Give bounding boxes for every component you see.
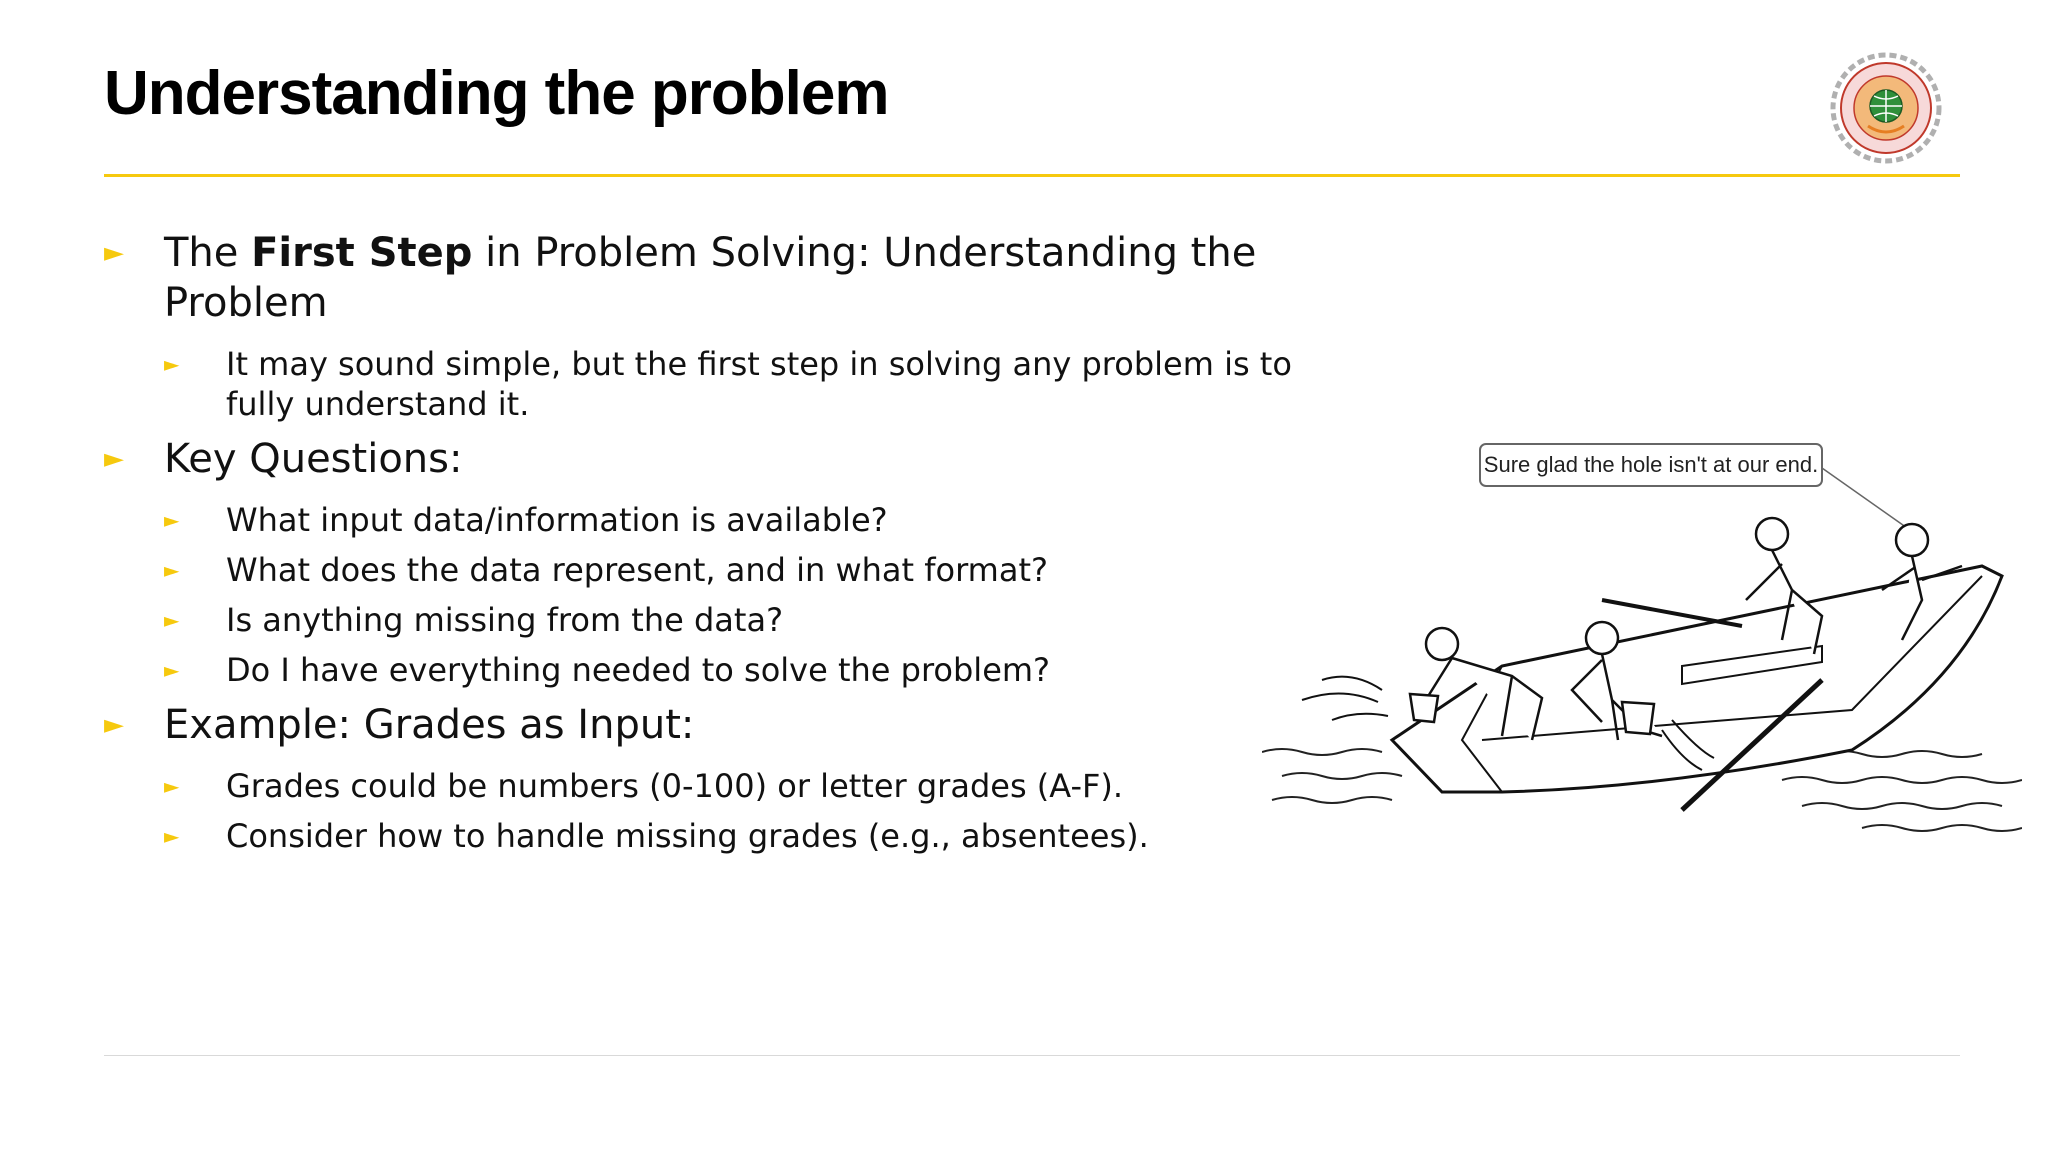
triangle-right-icon: ►	[164, 608, 180, 632]
sub-bullet	[104, 344, 1304, 424]
triangle-right-icon: ►	[164, 352, 180, 376]
sub-bullet	[104, 816, 1304, 856]
sub-bullet	[104, 600, 1304, 640]
sub-bullet	[104, 500, 1304, 540]
sub-bullets-first-step	[104, 344, 1304, 424]
bullet-list	[104, 228, 1304, 866]
slide-title: Understanding the problem	[104, 59, 889, 128]
bullet-bold-text: First Step	[251, 230, 473, 276]
sub-bullet	[104, 550, 1304, 590]
bullet-first-step	[104, 228, 1304, 328]
boat-cartoon	[1262, 440, 2022, 840]
speech-bubble-text: Sure glad the hole isn't at our end.	[1483, 452, 1819, 477]
bullet-key-questions	[104, 434, 1304, 484]
bullet-text: Key Questions:	[164, 436, 463, 482]
triangle-right-icon: ►	[164, 558, 180, 582]
bullet-text: Example: Grades as Input:	[164, 702, 695, 748]
triangle-right-icon: ►	[104, 444, 124, 474]
triangle-right-icon: ►	[164, 774, 180, 798]
sub-bullet-text: Is anything missing from the data?	[226, 601, 784, 639]
sub-bullet	[104, 650, 1304, 690]
sub-bullet-text: What does the data represent, and in what format?	[226, 551, 1048, 589]
footer-divider	[104, 1055, 1960, 1056]
sub-bullet-text: Do I have everything needed to solve the problem?	[226, 651, 1051, 689]
sub-bullet-text: What input data/information is available?	[226, 501, 888, 539]
triangle-right-icon: ►	[164, 508, 180, 532]
college-emblem-icon	[1830, 52, 1942, 164]
sub-bullet-text: It may sound simple, but the first step in solving any problem is to fully understand it.	[226, 345, 1292, 423]
sub-bullets-key-questions	[104, 500, 1304, 690]
triangle-right-icon: ►	[164, 824, 180, 848]
bullet-text: in Problem Solving: Understanding the Problem	[164, 230, 1257, 326]
sub-bullet	[104, 766, 1304, 806]
triangle-right-icon: ►	[104, 710, 124, 740]
bullet-example	[104, 700, 1304, 750]
triangle-right-icon: ►	[104, 238, 124, 268]
sub-bullet-text: Consider how to handle missing grades (e.g., absentees).	[226, 817, 1149, 855]
sub-bullets-example	[104, 766, 1304, 856]
bullet-text: The	[164, 230, 252, 276]
triangle-right-icon: ►	[164, 658, 180, 682]
sub-bullet-text: Grades could be numbers (0-100) or letter grades (A-F).	[226, 767, 1124, 805]
title-divider	[104, 174, 1960, 177]
